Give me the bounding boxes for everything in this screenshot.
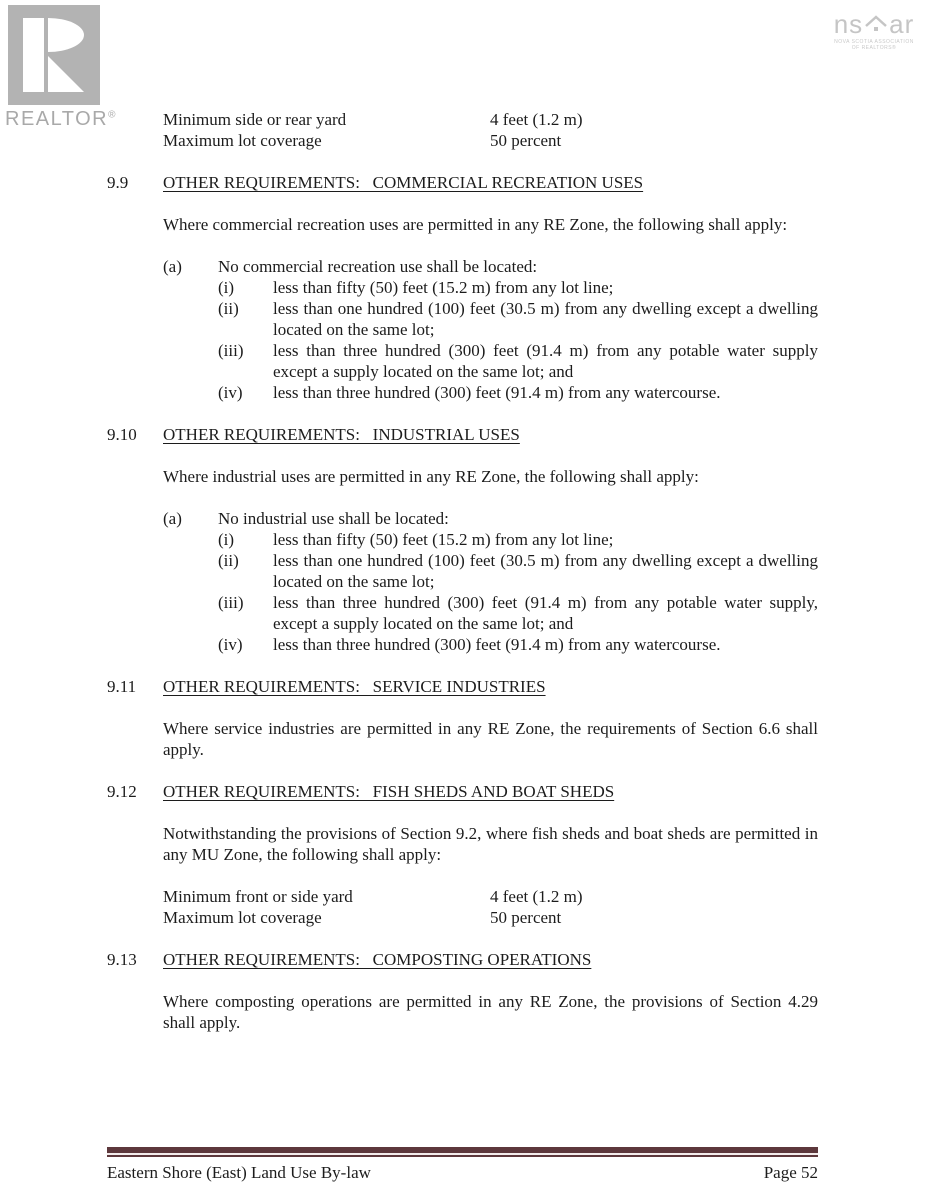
spec-label: Minimum front or side yard [163,887,353,906]
subclause-text: less than three hundred (300) feet (91.4 m) from any potable water supply except a supply located on the same lot; and [273,341,818,381]
section-title: OTHER REQUIREMENTS: COMPOSTING OPERATIONS [163,950,592,969]
subclause-text: less than fifty (50) feet (15.2 m) from any lot line; [273,530,614,549]
nsar-tagline [828,39,920,51]
subclause-marker: (iv) [218,383,243,402]
section-heading [107,424,818,445]
spec-label: Maximum lot coverage [163,908,322,927]
subclause-text: less than three hundred (300) feet (91.4 m) from any potable water supply, except a supply located on the same lot; and [273,593,818,633]
nsar-wordmark-left: ns [833,9,864,39]
spec-value: 4 feet (1.2 m) [490,887,583,906]
footer-rule [107,1147,818,1157]
realtor-block-r-icon [8,5,100,105]
spec-row [163,130,818,151]
nsar-tagline-line2: OF REALTORS® [851,45,897,51]
subclause-marker: (iii) [218,341,244,360]
section-number: 9.12 [107,782,137,801]
house-icon [864,15,888,35]
page-footer [107,1147,818,1183]
subclause-marker: (i) [218,278,235,297]
section-number: 9.9 [107,173,129,192]
spec-label: Minimum side or rear yard [163,110,347,129]
section-title: OTHER REQUIREMENTS: FISH SHEDS AND BOAT SHEDS [163,782,615,801]
subclause-i [218,277,818,298]
clause-body [218,508,818,655]
subclause-text: less than three hundred (300) feet (91.4 m) from any watercourse. [273,635,721,654]
section-intro: Notwithstanding the provisions of Section 9.2, where fish sheds and boat sheds are permitted in any MU Zone, the following shall apply: [163,824,818,864]
section-intro: Where industrial uses are permitted in any RE Zone, the following shall apply: [163,467,699,486]
section-title: OTHER REQUIREMENTS: INDUSTRIAL USES [163,425,520,444]
footer-page-number: Page 52 [763,1163,818,1182]
subclause-iv [218,382,818,403]
nsar-tagline-line1: NOVA SCOTIA ASSOCIATION [834,39,914,45]
footer-document-title: Eastern Shore (East) Land Use By-law [107,1163,371,1182]
section-9-13 [107,949,818,1033]
clause-a [163,508,818,655]
section-intro: Where commercial recreation uses are permitted in any RE Zone, the following shall apply: [163,215,788,234]
carryover-spec-table [163,109,818,151]
nsar-wordmark [828,9,920,39]
subclause-text: less than one hundred (100) feet (30.5 m) from any dwelling except a dwelling located on the same lot; [273,551,818,591]
subclause-marker: (i) [218,530,235,549]
section-heading [107,949,818,970]
section-number: 9.11 [107,677,137,696]
clause-body [218,256,818,403]
spec-value: 4 feet (1.2 m) [490,110,583,129]
subclause-marker: (iii) [218,593,244,612]
section-9-9 [107,172,818,403]
document-body [107,109,818,1054]
clause-text: No commercial recreation use shall be located: [218,257,538,276]
subclause-marker: (ii) [218,551,239,570]
spec-value: 50 percent [490,908,562,927]
nsar-wordmark-right: ar [889,9,915,39]
realtor-wordmark [5,108,116,131]
subclause-text: less than three hundred (300) feet (91.4 m) from any watercourse. [273,383,721,402]
section-9-11 [107,676,818,760]
spec-row [163,886,818,907]
subclause-i [218,529,818,550]
realtor-logo [5,5,116,131]
clause-marker: (a) [163,257,182,276]
realtor-wordmark-text: REALTOR [5,108,109,130]
section-heading [107,781,818,802]
section-number: 9.13 [107,950,137,969]
section-number: 9.10 [107,425,137,444]
subclause-marker: (iv) [218,635,243,654]
clause-marker: (a) [163,509,182,528]
subclause-iii [218,592,818,634]
clause-text: No industrial use shall be located: [218,509,449,528]
section-heading [107,172,818,193]
spec-row [163,907,818,928]
nsar-logo [828,9,920,51]
subclause-iv [218,634,818,655]
subclause-text: less than fifty (50) feet (15.2 m) from any lot line; [273,278,614,297]
spec-label: Maximum lot coverage [163,131,322,150]
spec-value: 50 percent [490,131,562,150]
spec-row [163,109,818,130]
section-9-10 [107,424,818,655]
section-9-12 [107,781,818,928]
subclause-ii [218,550,818,592]
subclause-text: less than one hundred (100) feet (30.5 m) from any dwelling except a dwelling located on the same lot; [273,299,818,339]
section-title: OTHER REQUIREMENTS: COMMERCIAL RECREATION USES [163,173,644,192]
section-title: OTHER REQUIREMENTS: SERVICE INDUSTRIES [163,677,546,696]
fish-shed-spec-table [163,886,818,928]
section-intro: Where composting operations are permitted in any RE Zone, the provisions of Section 4.29 shall apply. [163,992,818,1032]
registered-trademark-symbol: ® [108,109,116,121]
section-heading [107,676,818,697]
subclause-marker: (ii) [218,299,239,318]
section-intro: Where service industries are permitted in any RE Zone, the requirements of Section 6.6 shall apply. [163,719,818,759]
clause-a [163,256,818,403]
subclause-ii [218,298,818,340]
subclause-iii [218,340,818,382]
footer-text-row [107,1162,818,1183]
